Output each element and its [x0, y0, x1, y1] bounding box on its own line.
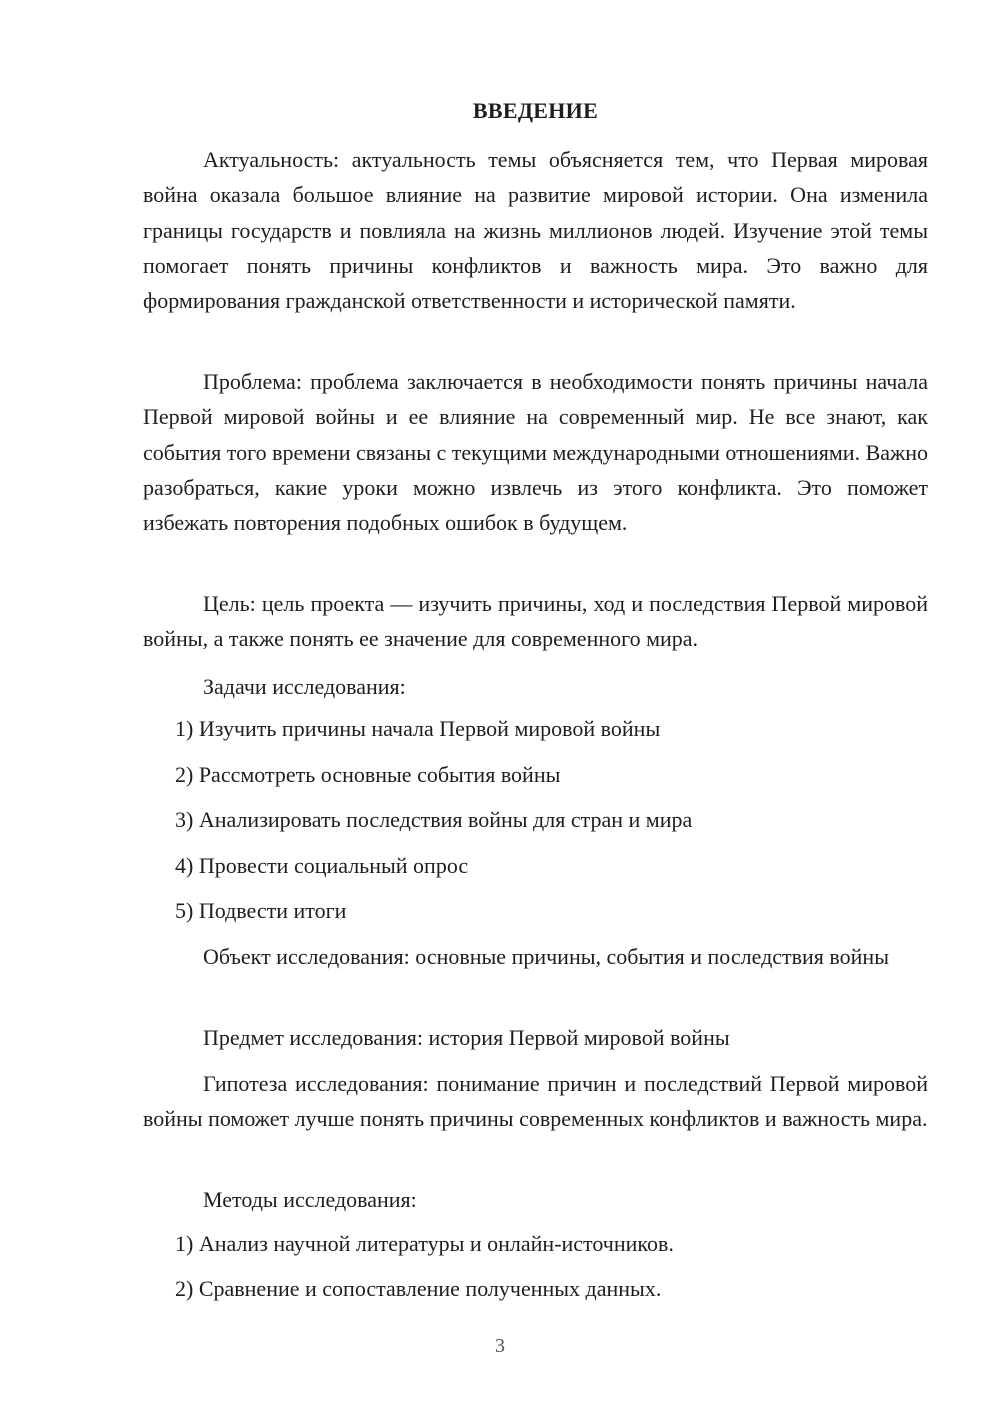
- page-number: 3: [495, 1335, 505, 1357]
- hypothesis-paragraph: Гипотеза исследования: понимание причин и последствий Первой мировой войны поможет лучше понять причины современных конфликтов и важность мира.: [143, 1071, 928, 1132]
- task-item: 5) Подвести итоги: [175, 898, 347, 923]
- task-item: 4) Провести социальный опрос: [175, 853, 469, 878]
- object-paragraph: Объект исследования: основные причины, события и последствия войны: [203, 944, 889, 969]
- page-title: ВВЕДЕНИЕ: [472, 98, 599, 123]
- relevance-paragraph: Актуальность: актуальность темы объясняется тем, что Первая мировая война оказала большое влияние на развитие мировой истории. Она изменила границы государств и повлияла на жизнь миллионов людей. Изучение этой темы помогает понять причины конфликтов и важность мира. Это важно для формирования гражданской ответственности и исторической памяти.: [143, 147, 928, 314]
- tasks-heading: Задачи исследования:: [203, 674, 406, 699]
- methods-heading: Методы исследования:: [203, 1187, 417, 1212]
- goal-paragraph: Цель: цель проекта — изучить причины, ход и последствия Первой мировой войны, а также понять ее значение для современного мира.: [143, 591, 928, 652]
- subject-paragraph: Предмет исследования: история Первой мировой войны: [203, 1025, 730, 1050]
- task-item: 3) Анализировать последствия войны для стран и мира: [175, 807, 693, 832]
- problem-paragraph: Проблема: проблема заключается в необходимости понять причины начала Первой мировой войны и ее влияние на современный мир. Не все знают, как события того времени связаны с текущими международными отношениями. Важно разобраться, какие уроки можно извлечь из этого конфликта. Это поможет избежать повторения подобных ошибок в будущем.: [143, 369, 928, 536]
- method-item: 2) Сравнение и сопоставление полученных данных.: [175, 1276, 662, 1301]
- method-item: 1) Анализ научной литературы и онлайн-источников.: [175, 1231, 674, 1256]
- task-item: 1) Изучить причины начала Первой мировой войны: [175, 716, 661, 741]
- task-item: 2) Рассмотреть основные события войны: [175, 762, 561, 787]
